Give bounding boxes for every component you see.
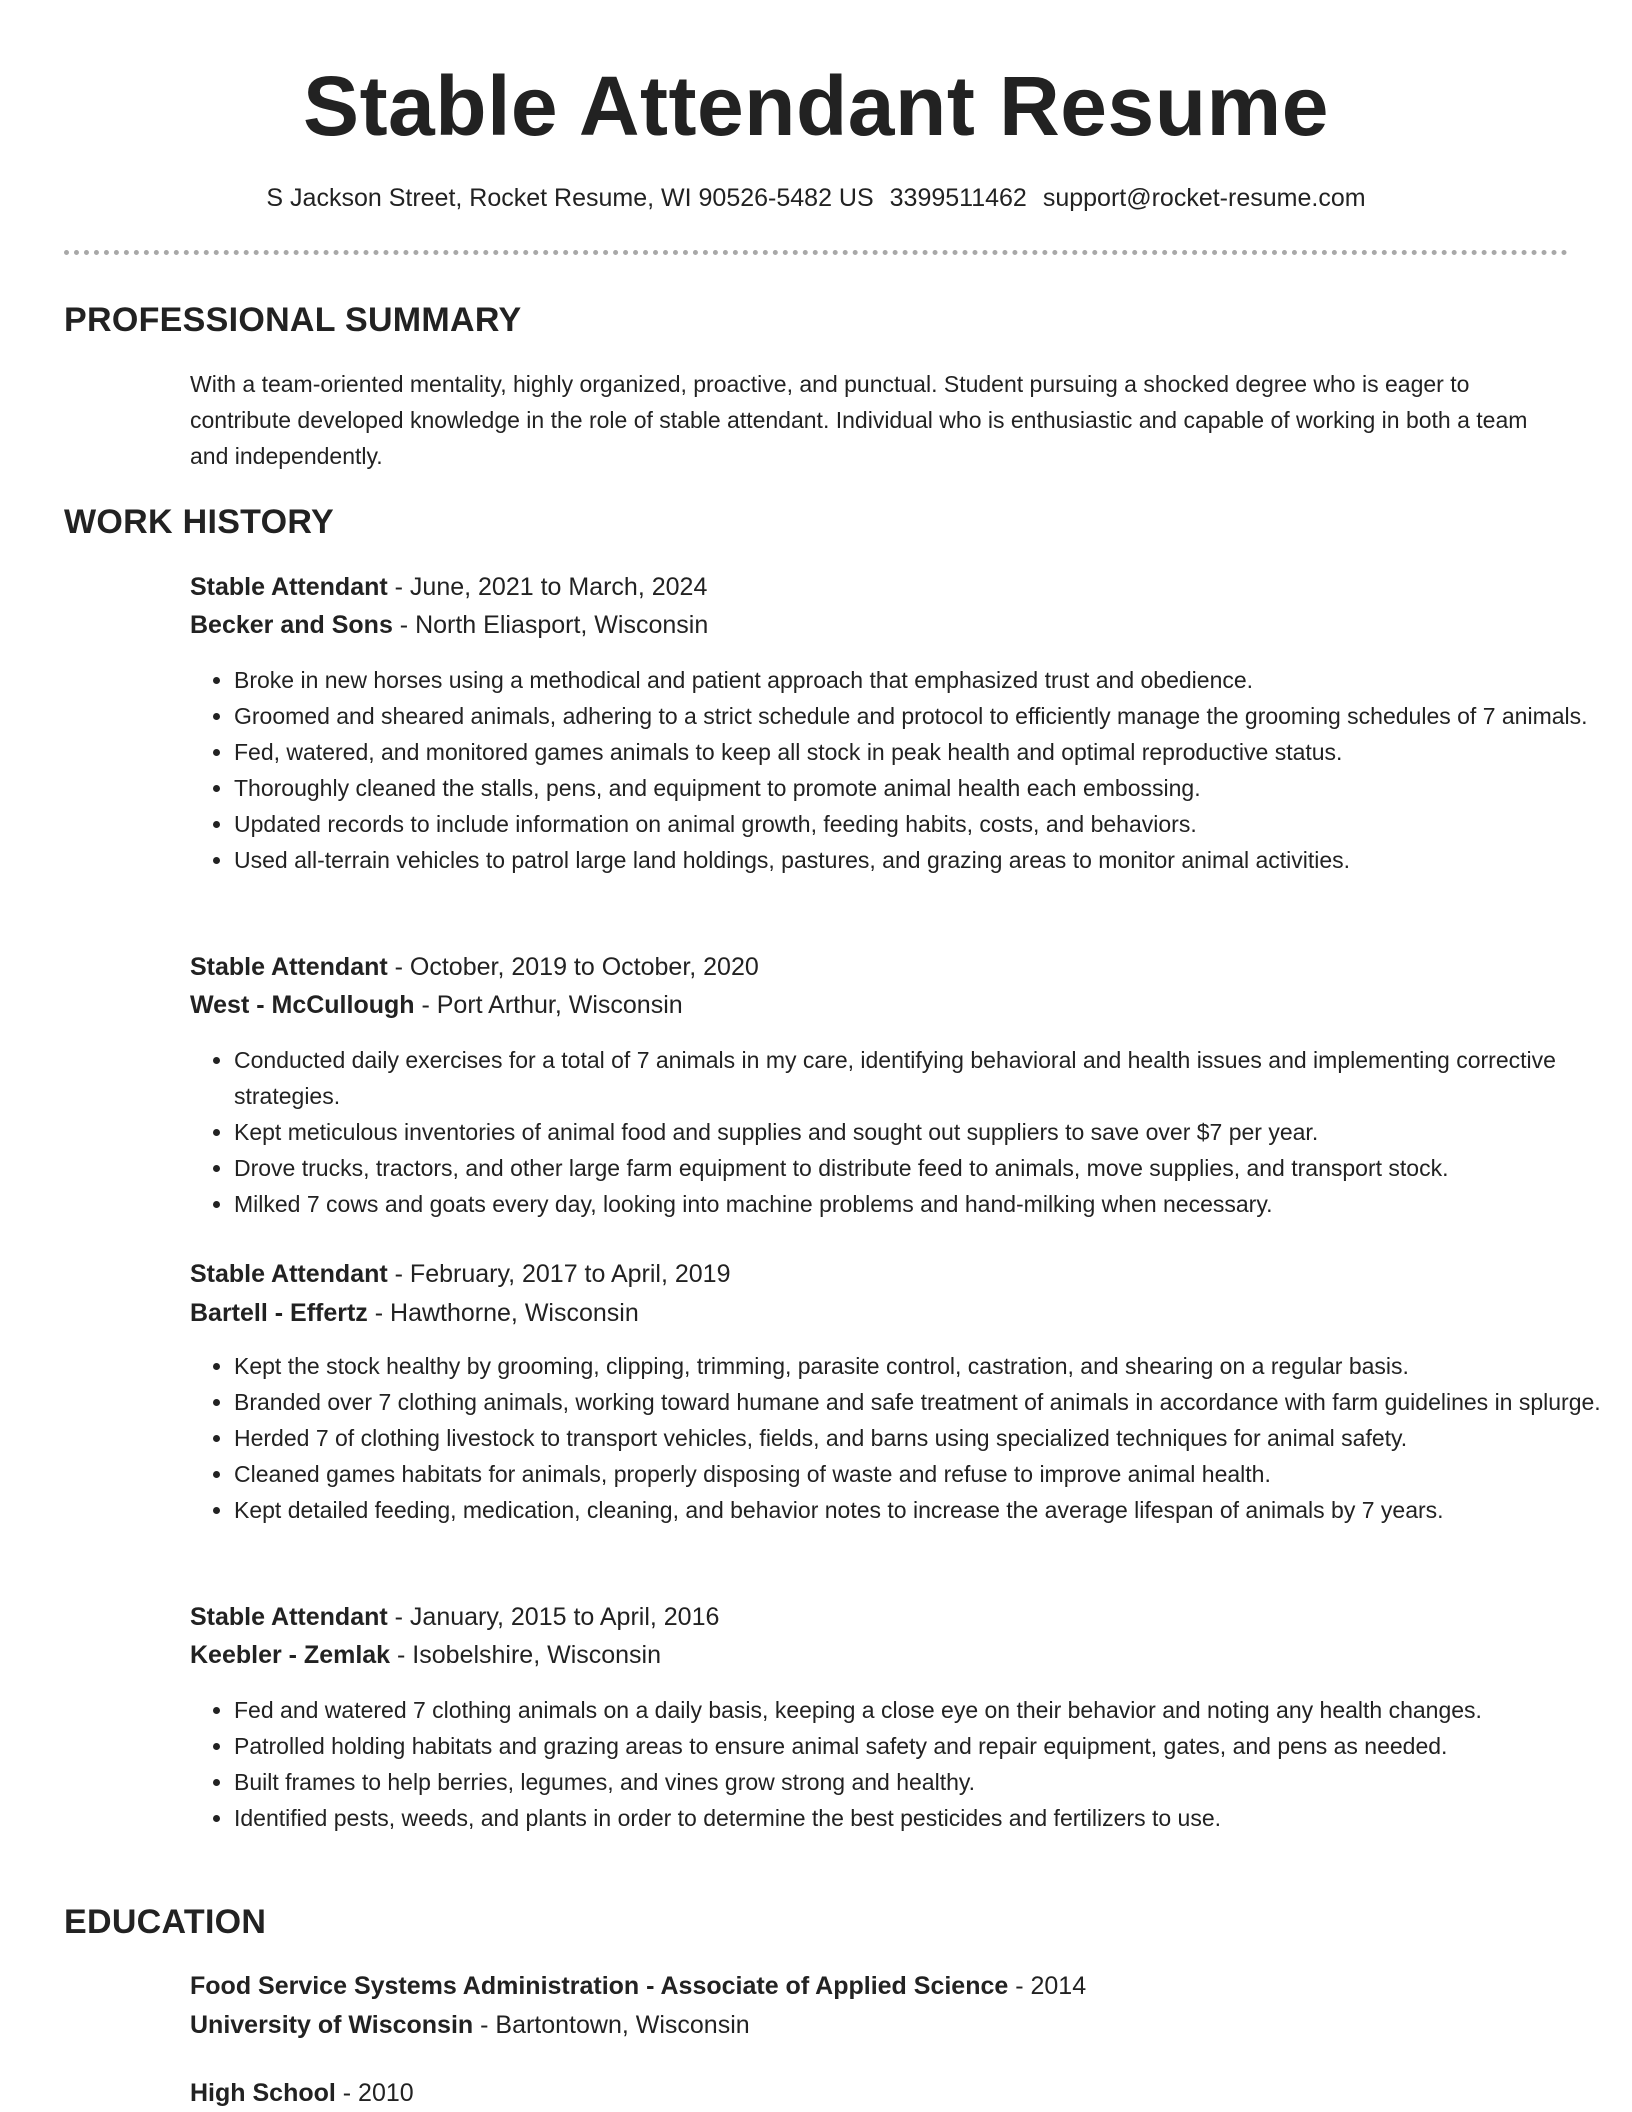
section-heading-education: EDUCATION [64,1903,267,1941]
resume-title: Stable Attendant Resume [303,59,1329,153]
contact-phone: 3399511462 [889,184,1027,212]
list-item: • Cleaned games habitats for animals, properly disposing of waste and refuse to improve animal health. [234,1456,1614,1492]
job-location: - Hawthorne, Wisconsin [367,1299,639,1327]
education-degree-line [190,2075,1570,2111]
list-item: • Identified pests, weeds, and plants in order to determine the best pesticides and fertilizers to use. [234,1800,1614,1836]
list-item: • Fed and watered 7 clothing animals on a daily basis, keeping a close eye on their behavior and noting any health changes. [234,1692,1614,1728]
list-item: • Thoroughly cleaned the stalls, pens, and equipment to promote animal health each embossing. [234,770,1614,806]
job-location: - Isobelshire, Wisconsin [390,1641,662,1669]
job-title-line [190,569,1570,605]
list-item: • Patrolled holding habitats and grazing areas to ensure animal safety and repair equipment, gates, and pens as needed. [234,1728,1614,1764]
list-item: • Branded over 7 clothing animals, working toward humane and safe treatment of animals in accordance with farm guidelines in splurge. [234,1384,1614,1420]
contact-address: S Jackson Street, Rocket Resume, WI 90526-5482 US [266,184,874,212]
list-item: • Kept detailed feeding, medication, cleaning, and behavior notes to increase the average lifespan of animals by 7 years. [234,1492,1614,1528]
header-divider [64,250,1568,255]
education-degree-line [190,1968,1570,2004]
job-company: Bartell - Effertz [190,1299,368,1327]
list-item: • Conducted daily exercises for a total of 7 animals in my care, identifying behavioral and health issues and implementing corrective strategies. [234,1042,1614,1114]
section-heading-work: WORK HISTORY [64,503,334,541]
summary-text: With a team-oriented mentality, highly organized, proactive, and punctual. Student pursuing a shocked degree who is eager to contribute developed knowledge in the role of stable attendant. Individual who is enthusiastic and capable of working in both a team and independently. [190,371,1528,469]
job-title-line [190,949,1570,985]
list-item: • Used all-terrain vehicles to patrol large land holdings, pastures, and grazing areas to monitor animal activities. [234,842,1614,878]
education-year: - 2010 [335,2079,414,2107]
list-item: • Drove trucks, tractors, and other large farm equipment to distribute feed to animals, move supplies, and transport stock. [234,1150,1614,1186]
job-title: Stable Attendant [190,1260,388,1288]
job-dates: - February, 2017 to April, 2019 [387,1260,731,1288]
section-heading-summary: PROFESSIONAL SUMMARY [64,301,522,339]
job-location: - North Eliasport, Wisconsin [392,611,709,639]
job-company-line [190,1637,1570,1673]
list-item: • Kept meticulous inventories of animal food and supplies and sought out suppliers to save over $7 per year. [234,1114,1614,1150]
job-location: - Port Arthur, Wisconsin [414,991,683,1019]
education-degree: High School [190,2079,336,2107]
job-title: Stable Attendant [190,953,388,981]
education-location: - Bartontown, Wisconsin [473,2011,750,2039]
job-title: Stable Attendant [190,573,388,601]
job-company: Becker and Sons [190,611,393,639]
job-company: Keebler - Zemlak [190,1641,391,1669]
job-dates: - October, 2019 to October, 2020 [387,953,759,981]
contact-email: support@rocket-resume.com [1042,184,1366,212]
job-dates: - January, 2015 to April, 2016 [387,1603,720,1631]
education-degree: Food Service Systems Administration - Associate of Applied Science [190,1972,1009,2000]
job-bullets [190,1348,1614,1528]
job-title-line [190,1599,1570,1635]
education-school: University of Wisconsin [190,2011,474,2039]
list-item: • Kept the stock healthy by grooming, clipping, trimming, parasite control, castration, and shearing on a regular basis. [234,1348,1614,1384]
list-item: • Broke in new horses using a methodical and patient approach that emphasized trust and obedience. [234,662,1614,698]
education-year: - 2014 [1008,1972,1087,2000]
job-title-line [190,1256,1570,1292]
job-company-line [190,1295,1570,1331]
job-company-line [190,987,1570,1023]
job-dates: - June, 2021 to March, 2024 [387,573,708,601]
job-title: Stable Attendant [190,1603,388,1631]
education-school-line [190,2007,1570,2043]
list-item: • Fed, watered, and monitored games animals to keep all stock in peak health and optimal reproductive status. [234,734,1614,770]
job-bullets [190,662,1614,878]
contact-line [0,180,1632,216]
list-item: • Groomed and sheared animals, adhering to a strict schedule and protocol to efficiently manage the grooming schedules of 7 animals. [234,698,1614,734]
list-item: • Herded 7 of clothing livestock to transport vehicles, fields, and barns using specialized techniques for animal safety. [234,1420,1614,1456]
list-item: • Milked 7 cows and goats every day, looking into machine problems and hand-milking when necessary. [234,1186,1614,1222]
job-company-line [190,607,1570,643]
list-item: • Built frames to help berries, legumes, and vines grow strong and healthy. [234,1764,1614,1800]
job-bullets [190,1692,1614,1836]
job-bullets [190,1042,1614,1222]
job-company: West - McCullough [190,991,415,1019]
list-item: • Updated records to include information on animal growth, feeding habits, costs, and behaviors. [234,806,1614,842]
